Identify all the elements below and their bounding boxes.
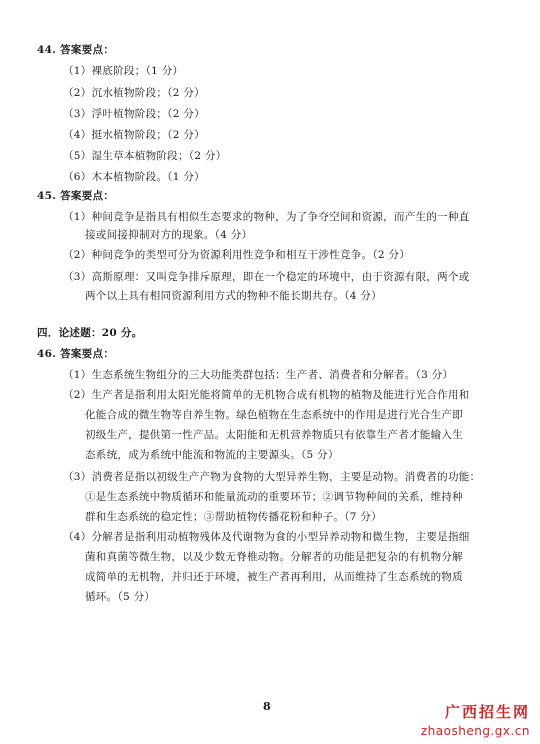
q46-line: 态系统，成为系统中能流和物流的主要源头。（5 分） <box>85 449 339 461</box>
q45-line: 接或间接抑制对方的现象。（4 分） <box>85 229 253 241</box>
q44-item: （5）湿生草本植物阶段；（2 分） <box>63 150 227 162</box>
section-heading: 四．论述题：20 分。 <box>37 327 143 339</box>
q46-line: ①是生态系统中物质循环和能量流动的重要环节；②调节物种间的关系，维持种 <box>85 491 463 503</box>
q46-line: 初级生产，提供第一性产品。太阳能和无机营养物质只有依靠生产者才能输入生 <box>85 429 463 441</box>
q44-item: （3）浮叶植物阶段；（2 分） <box>63 108 205 120</box>
q45-line: （1）种间竞争是指具有相似生态要求的物种，为了争夺空间和资源，而产生的一种直 <box>63 211 470 223</box>
site-watermark <box>421 701 530 738</box>
q46-line: 群和生态系统的稳定性；③帮助植物传播花粉和种子。（7 分） <box>85 511 382 523</box>
q46-line: （4）分解者是指利用动植物残体及代谢物为食的小型异养动物和微生物，主要是指细 <box>63 531 470 543</box>
q45-header: 45. 答案要点： <box>37 190 115 202</box>
watermark-site-name: 广西招生网 <box>444 703 530 721</box>
q46-line: （1）生态系统生物组分的三大功能类群包括：生产者、消费者和分解者。（3 分） <box>63 369 454 381</box>
q46-header: 46. 答案要点： <box>37 348 115 360</box>
q46-line: （3）消费者是指以初级生产产物为食物的大型异养生物，主要是动物。消费者的功能： <box>63 471 481 483</box>
watermark-url: zhaosheng.gx.cn <box>420 724 530 738</box>
q44-item: （4）挺水植物阶段；（2 分） <box>63 129 205 141</box>
q44-item: （2）沉水植物阶段；（2 分） <box>63 87 205 99</box>
q46-line: 成简单的无机物，并归还于环境，被生产者再利用，从而维持了生态系统的物质 <box>85 571 463 583</box>
q45-line: （3）高斯原理：又叫竞争排斥原理，即在一个稳定的环境中，由于资源有限，两个或 <box>63 271 470 283</box>
q44-item: （6）木本植物阶段。（1 分） <box>63 171 205 183</box>
q45-line: 两个以上具有相同资源利用方式的物种不能长期共存。（4 分） <box>85 290 382 302</box>
q46-line: 化能合成的微生物等自养生物。绿色植物在生态系统中的作用是进行光合生产即 <box>85 409 463 421</box>
q44-header: 44. 答案要点： <box>37 44 115 56</box>
page-number: 8 <box>263 700 271 713</box>
q44-item: （1）裸底阶段；（1 分） <box>63 65 184 77</box>
q46-line: （2）生产者是指利用太阳光能将简单的无机物合成有机物的植物及能进行光合作用和 <box>63 389 470 401</box>
q46-line: 菌和真菌等微生物，以及少数无脊椎动物。分解者的功能是把复杂的有机物分解 <box>85 551 463 563</box>
q45-line: （2）种间竞争的类型可分为资源利用性竞争和相互干涉性竞争。（2 分） <box>63 249 411 261</box>
q46-line: 循环。（5 分） <box>85 591 156 603</box>
